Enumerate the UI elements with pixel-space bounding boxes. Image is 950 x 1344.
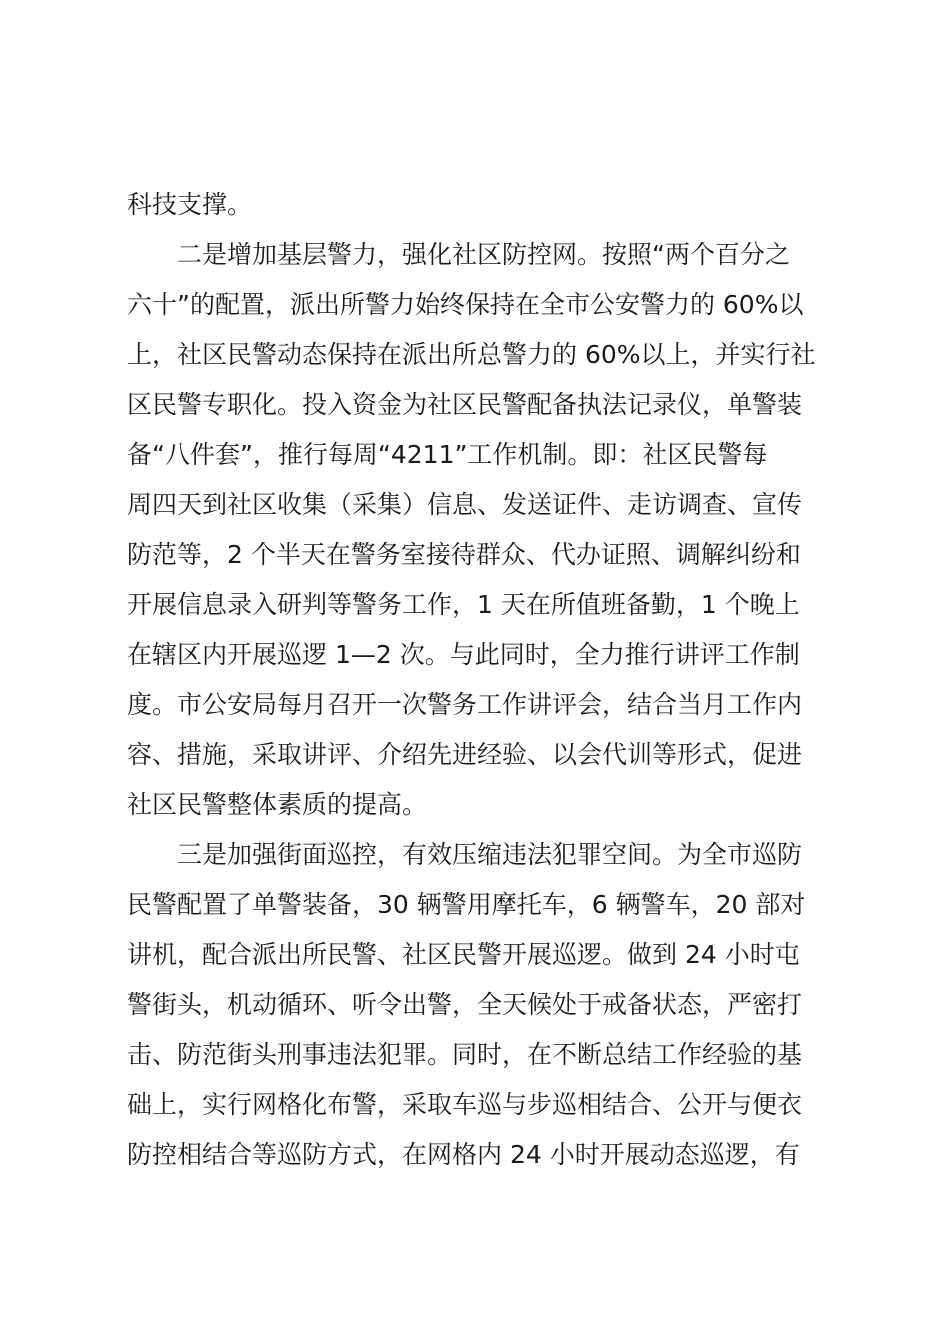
text-line: 开展信息录入研判等警务工作，1 天在所值班备勤，1 个晚上 xyxy=(127,590,800,619)
text-line: 备“八件套”，推行每周“4211”工作机制。即：社区民警每 xyxy=(127,440,768,469)
text-line: 防控相结合等巡防方式，在网格内 24 小时开展动态巡逻，有 xyxy=(127,1140,800,1169)
text-line: 社区民警整体素质的提高。 xyxy=(127,790,428,819)
paragraph-start-line: 三是加强街面巡控，有效压缩违法犯罪空间。为全市巡防 xyxy=(177,840,803,869)
text-line: 六十”的配置，派出所警力始终保持在全市公安警力的 60%以 xyxy=(127,290,804,319)
text-line: 容、措施，采取讲评、介绍先进经验、以会代训等形式，促进 xyxy=(127,740,803,769)
text-line: 础上，实行网格化布警，采取车巡与步巡相结合、公开与便衣 xyxy=(127,1090,803,1119)
text-line: 度。市公安局每月召开一次警务工作讲评会，结合当月工作内 xyxy=(127,690,803,719)
text-line: 讲机，配合派出所民警、社区民警开展巡逻。做到 24 小时屯 xyxy=(127,940,800,969)
text-line: 上，社区民警动态保持在派出所总警力的 60%以上，并实行社 xyxy=(127,340,816,369)
text-line: 区民警专职化。投入资金为社区民警配备执法记录仪，单警装 xyxy=(127,390,803,419)
text-line: 在辖区内开展巡逻 1—2 次。与此同时，全力推行讲评工作制 xyxy=(127,640,800,669)
text-line: 科技支撑。 xyxy=(127,190,253,219)
text-line: 防范等，2 个半天在警务室接待群众、代办证照、调解纠纷和 xyxy=(127,540,801,569)
paragraph-start-line: 二是增加基层警力，强化社区防控网。按照“两个百分之 xyxy=(177,240,790,269)
text-line: 警街头，机动循环、听令出警，全天候处于戒备状态，严密打 xyxy=(127,990,803,1019)
text-line: 周四天到社区收集（采集）信息、发送证件、走访调查、宣传 xyxy=(127,490,803,519)
text-line: 击、防范街头刑事违法犯罪。同时，在不断总结工作经验的基 xyxy=(127,1040,803,1069)
text-line: 民警配置了单警装备，30 辆警用摩托车，6 辆警车，20 部对 xyxy=(127,890,806,919)
